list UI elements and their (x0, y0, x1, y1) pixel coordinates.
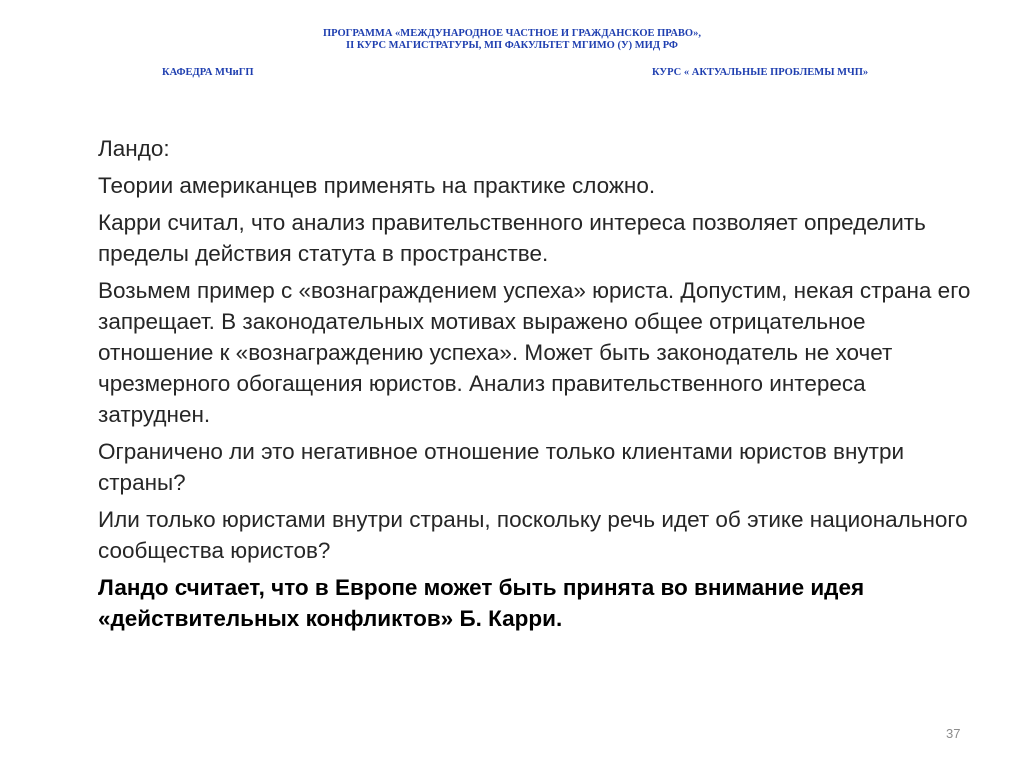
paragraph-currie-analysis: Карри считал, что анализ правительственного интереса позволяет определить пределы действия статута в пространстве. (98, 210, 926, 266)
program-title-line2: II КУРС МАГИСТРАТУРЫ, МП ФАКУЛЬТЕТ МГИМО (У) МИД РФ (346, 40, 678, 51)
slide-body (98, 133, 978, 640)
paragraph-american-theories: Теории американцев применять на практике сложно. (98, 173, 656, 198)
paragraph-lando: Ландо: (98, 136, 170, 161)
paragraph-example: Возьмем пример с «вознаграждением успеха» юриста. Допустим, некая страна его запрещает. В законодательных мотивах выражено общее отрицательное отношение к «вознаграждению успеха». Может быть законодатель не хочет чрезмерного обогащения юристов. Анализ правительственного интереса затруднен. (98, 278, 971, 427)
paragraph-question-lawyers: Или только юристами внутри страны, поскольку речь идет об этике национального сообщества юристов? (98, 507, 968, 563)
page-number: 37 (946, 726, 961, 741)
program-title-line1: ПРОГРАММА «МЕЖДУНАРОДНОЕ ЧАСТНОЕ И ГРАЖДАНСКОЕ ПРАВО», (323, 28, 701, 39)
program-header (0, 28, 1024, 52)
paragraph-conclusion: Ландо считает, что в Европе может быть принята во внимание идея «действительных конфликтов» Б. Карри. (98, 575, 865, 631)
course-label: КУРС « АКТУАЛЬНЫЕ ПРОБЛЕМЫ МЧП» (652, 67, 869, 78)
paragraph-question-clients: Ограничено ли это негативное отношение только клиентами юристов внутри страны? (98, 439, 905, 495)
department-label: КАФЕДРА МЧиГП (162, 67, 254, 78)
